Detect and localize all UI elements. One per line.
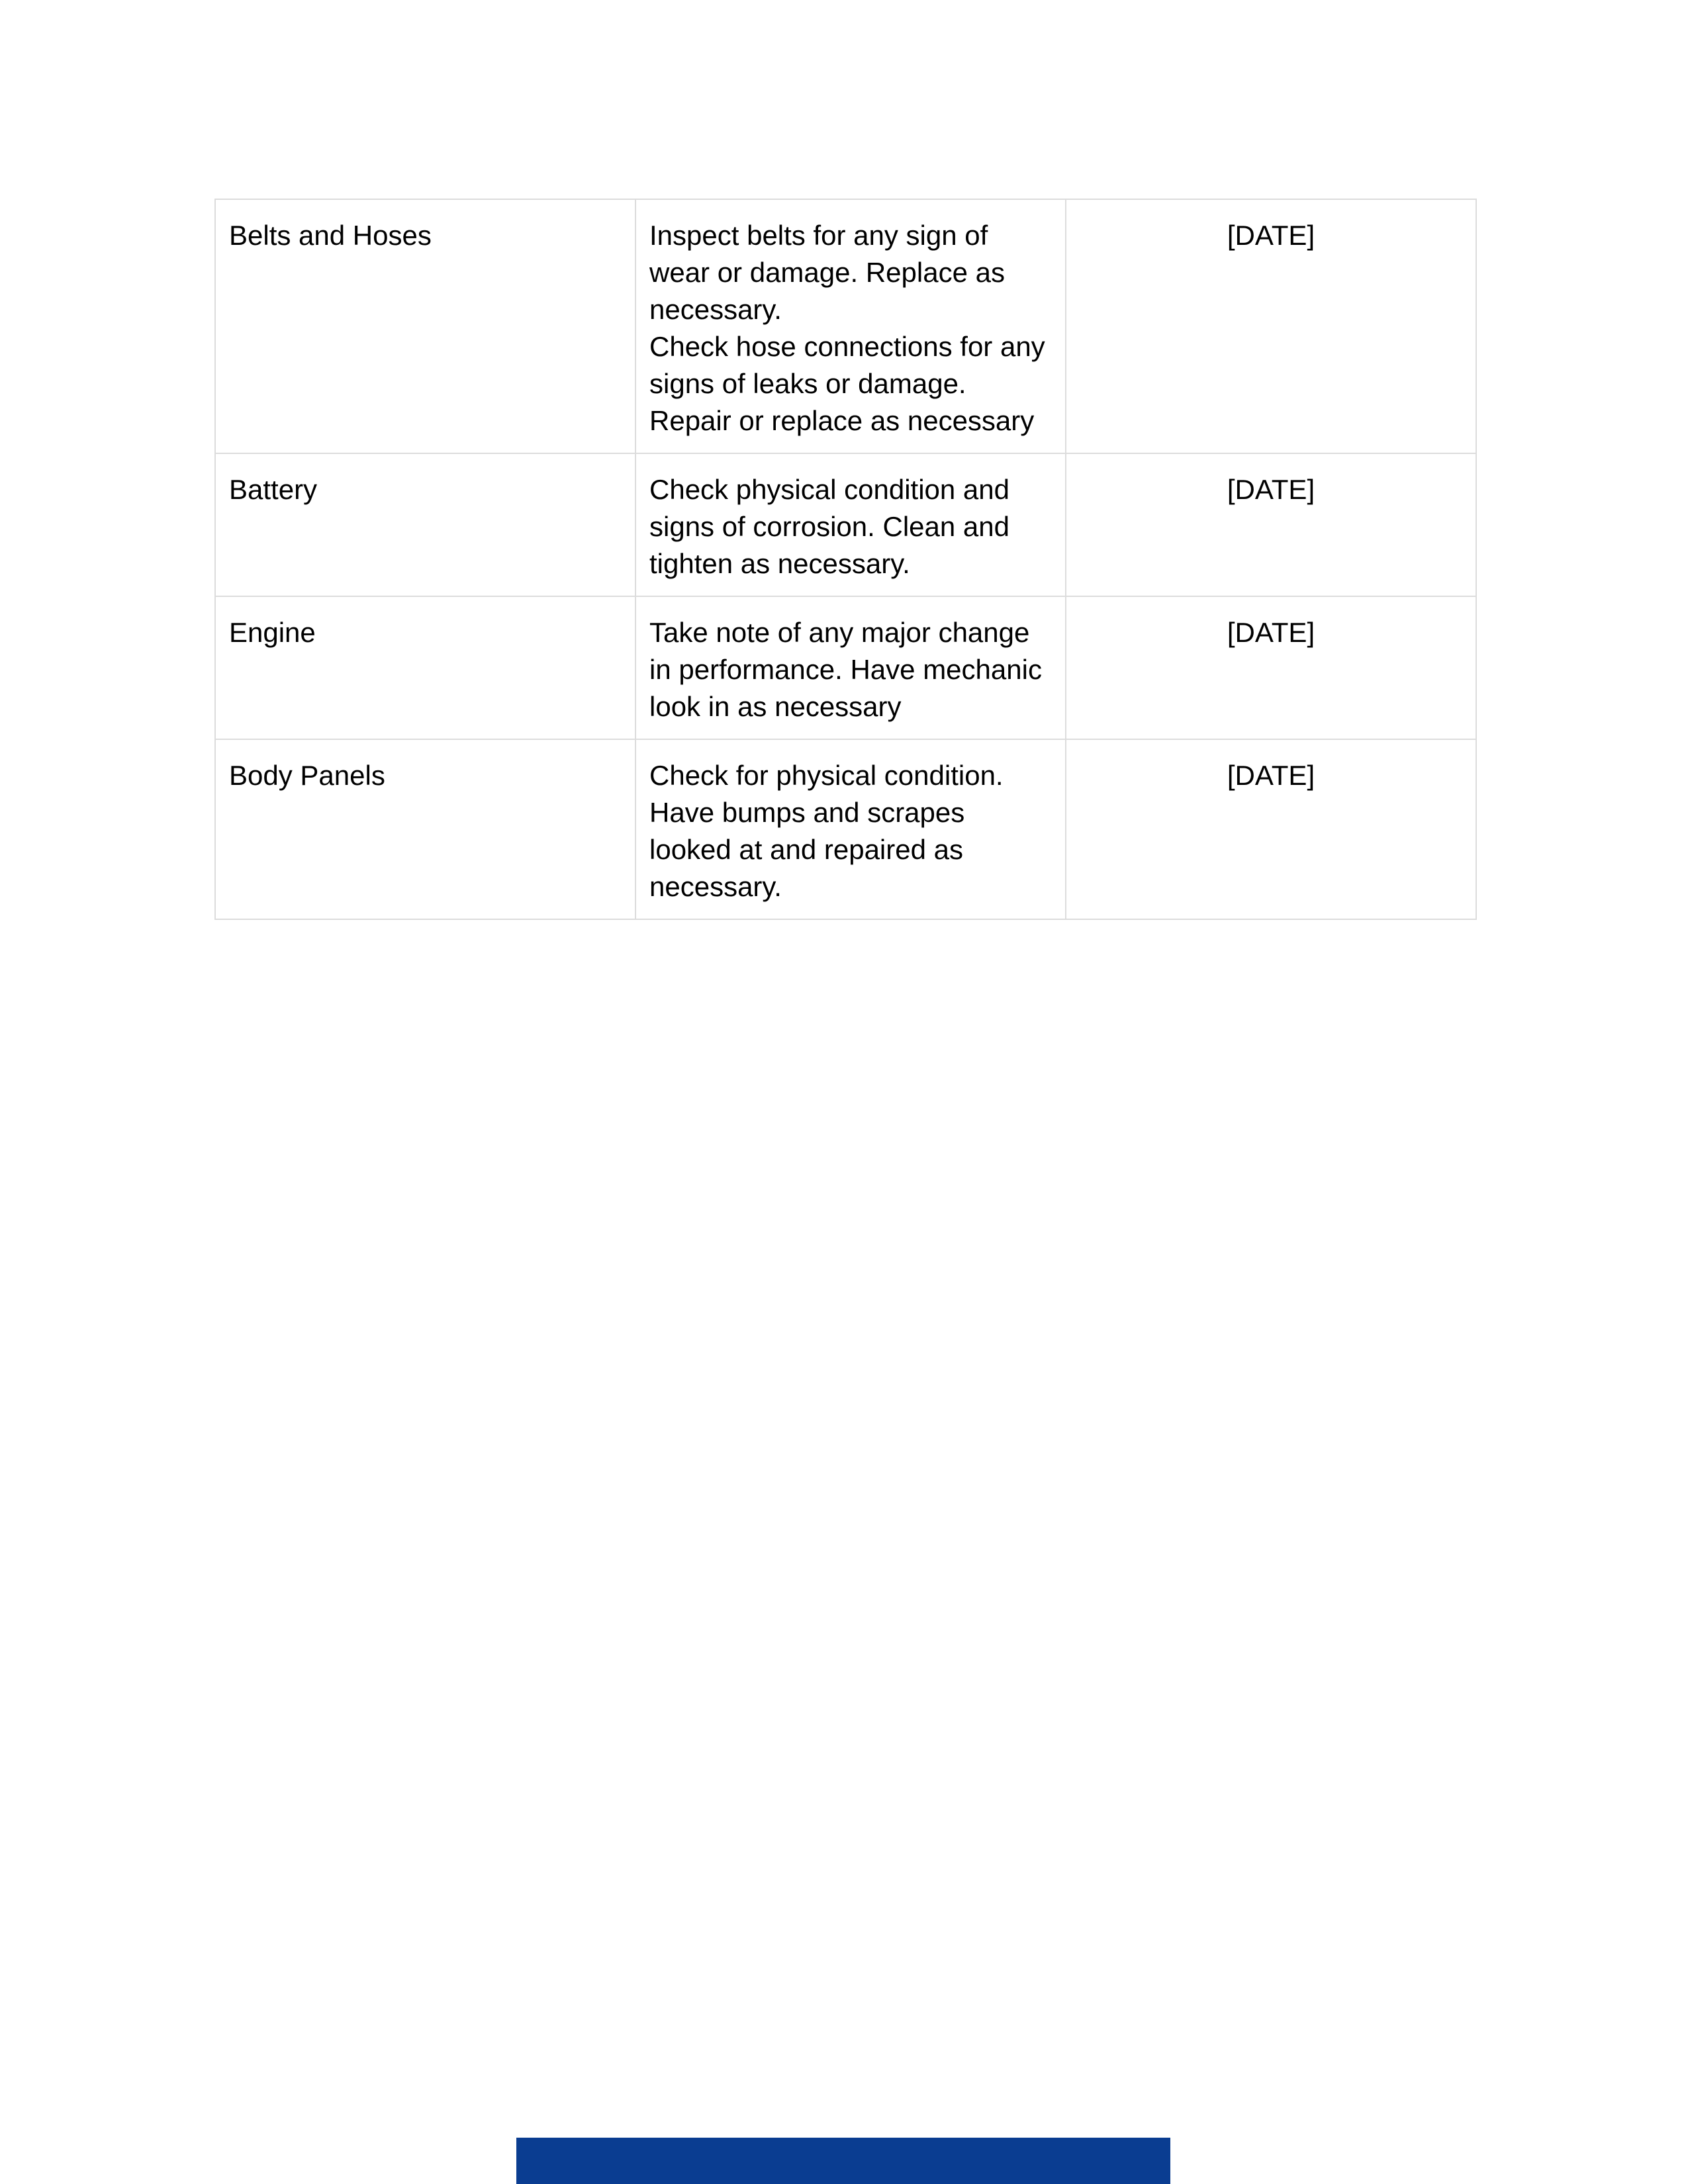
maintenance-table bbox=[214, 199, 1477, 920]
item-cell: Body Panels bbox=[215, 739, 635, 919]
item-cell: Belts and Hoses bbox=[215, 199, 635, 453]
action-cell bbox=[635, 739, 1066, 919]
action-text: Inspect belts for any sign of wear or damage. Replace as necessary. bbox=[649, 220, 1005, 325]
footer-color-bar bbox=[516, 2138, 1170, 2184]
table-row bbox=[215, 739, 1476, 919]
date-cell: [DATE] bbox=[1066, 199, 1476, 453]
item-cell: Engine bbox=[215, 596, 635, 739]
action-cell bbox=[635, 199, 1066, 453]
item-cell: Battery bbox=[215, 453, 635, 596]
table-row bbox=[215, 453, 1476, 596]
action-cell bbox=[635, 453, 1066, 596]
action-cell bbox=[635, 596, 1066, 739]
action-text: Check physical condition and signs of corrosion. Clean and tighten as necessary. bbox=[649, 474, 1009, 579]
action-text: Check for physical condition. Have bumps and scrapes looked at and repaired as necessary. bbox=[649, 760, 1004, 902]
table-row bbox=[215, 596, 1476, 739]
date-cell: [DATE] bbox=[1066, 453, 1476, 596]
date-cell: [DATE] bbox=[1066, 739, 1476, 919]
action-text: Check hose connections for any signs of leaks or damage. Repair or replace as necessary bbox=[649, 331, 1045, 436]
action-text: Take note of any major change in performance. Have mechanic look in as necessary bbox=[649, 617, 1042, 722]
date-cell: [DATE] bbox=[1066, 596, 1476, 739]
table-row bbox=[215, 199, 1476, 453]
